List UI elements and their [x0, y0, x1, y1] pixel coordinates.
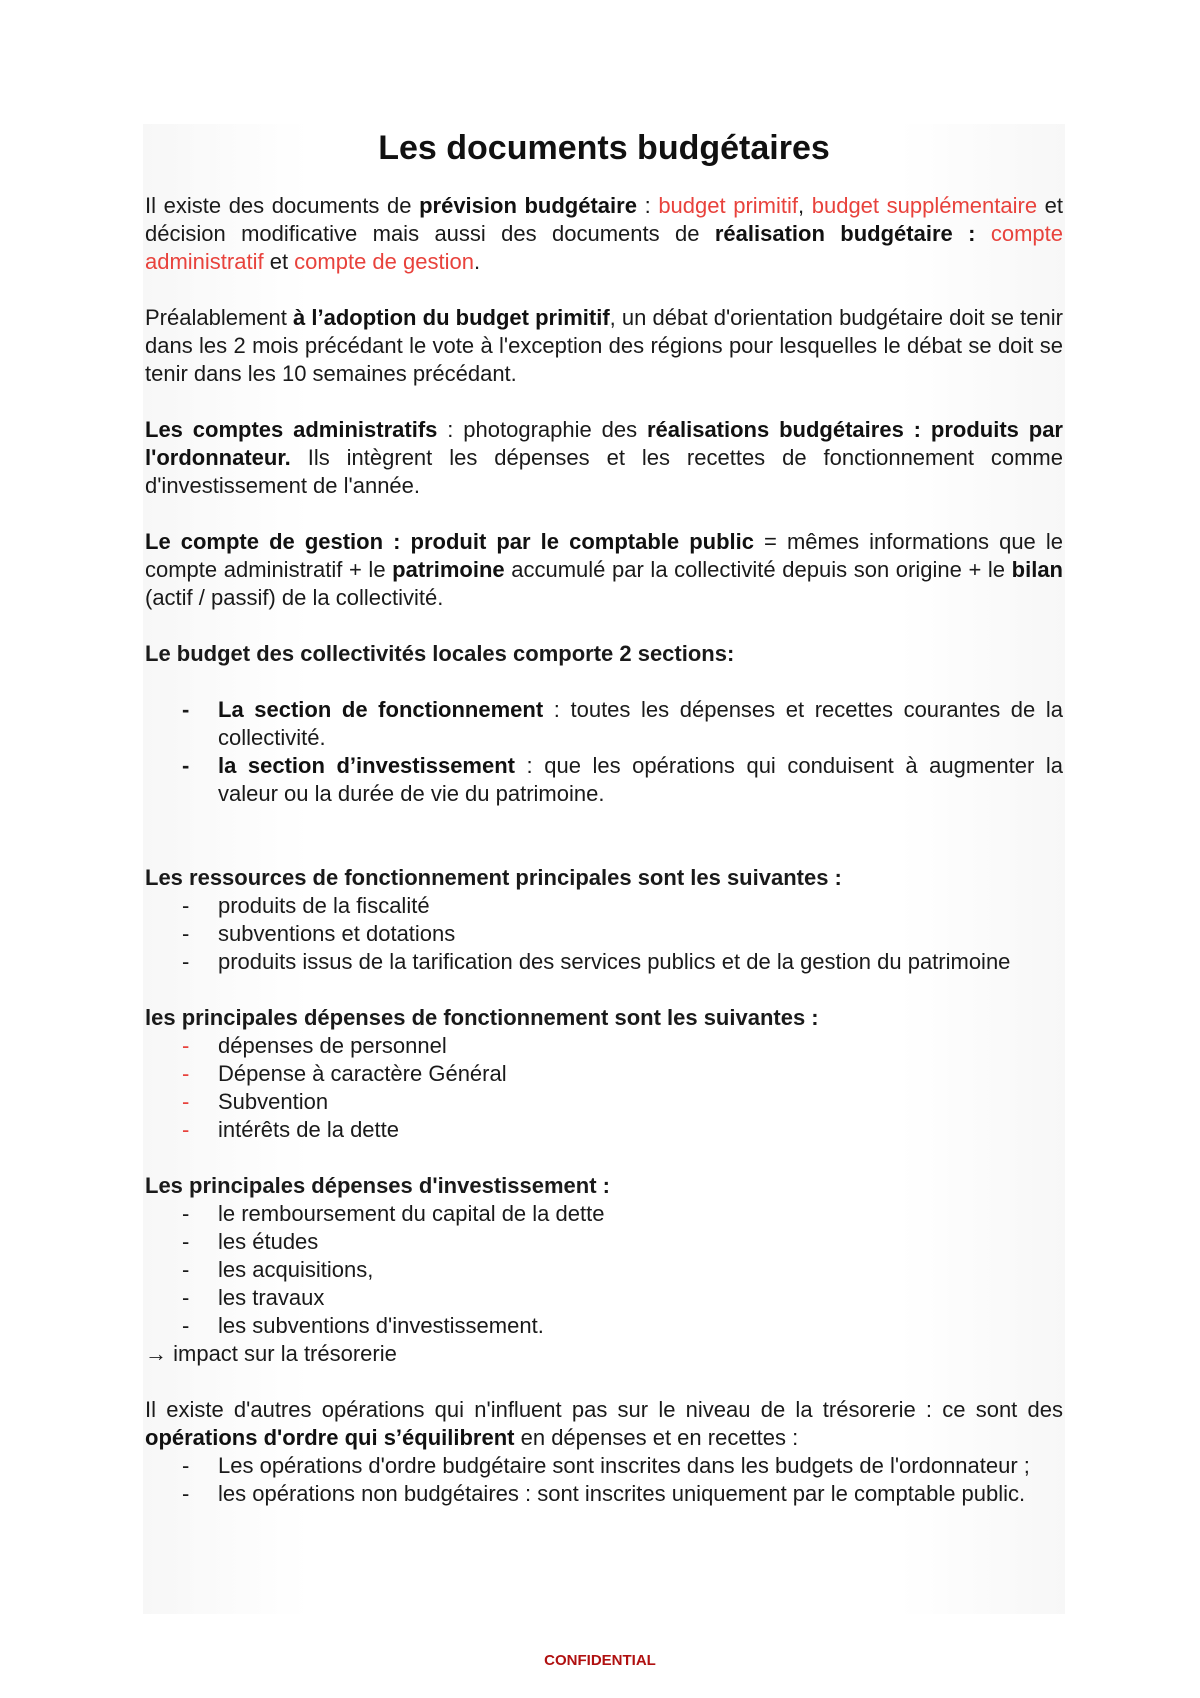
ressources-list — [145, 892, 1063, 976]
list-item — [145, 920, 1063, 948]
list-item — [145, 1060, 1063, 1088]
list-dash: - — [182, 1285, 190, 1310]
text: en dépenses et en recettes : — [514, 1425, 799, 1450]
operations-ordre-list — [145, 1452, 1063, 1508]
text: Il existe d'autres opérations qui n'influent pas sur le niveau de la trésorerie : ce sont des — [145, 1397, 1063, 1422]
depenses-investissement-list — [145, 1200, 1063, 1340]
list-item — [145, 1284, 1063, 1312]
text: , un débat d'orientation budgétaire doit se tenir dans les 2 mois précédant le vote à l'exception des régions pour lesquelles le débat se doit se tenir dans les 10 semaines précédant. — [145, 305, 1063, 386]
text: Dépense à caractère Général — [218, 1061, 507, 1086]
bold-text: patrimoine — [392, 557, 505, 582]
depenses-investissement-heading: Les principales dépenses d'investissement : — [145, 1173, 610, 1198]
text: : — [636, 193, 659, 218]
bold-text: Le compte de gestion : produit par le comptable public — [145, 529, 754, 554]
list-item — [145, 1116, 1063, 1144]
sections-heading: Le budget des collectivités locales comporte 2 sections: — [145, 641, 735, 666]
list-dash: - — [182, 893, 190, 918]
paragraph-prealablement — [145, 304, 1063, 388]
list-dash: - — [182, 697, 190, 722]
text: produits de la fiscalité — [218, 893, 430, 918]
text: intérêts de la dette — [218, 1117, 400, 1142]
bold-text: Les comptes administratifs — [145, 417, 438, 442]
text: les travaux — [218, 1285, 325, 1310]
list-dash: - — [182, 1117, 190, 1142]
list-item — [145, 1452, 1063, 1480]
list-dash: - — [182, 1313, 190, 1338]
highlight-text: compte administratif — [145, 221, 1063, 274]
bold-text: la section d’investissement — [218, 753, 515, 778]
list-dash: - — [182, 1201, 190, 1226]
text: dépenses de personnel — [218, 1033, 447, 1058]
text: Il existe des documents de — [145, 193, 420, 218]
text: subventions et dotations — [218, 921, 456, 946]
ressources-heading: Les ressources de fonctionnement principales sont les suivantes : — [145, 865, 842, 890]
list-dash: - — [182, 1229, 190, 1254]
text: : toutes les dépenses et recettes courantes de la collectivité. — [218, 697, 1063, 750]
highlight-text: budget primitif — [658, 193, 798, 218]
text: . — [473, 249, 481, 274]
bold-text: bilan — [1011, 557, 1063, 582]
list-item — [145, 1032, 1063, 1060]
list-dash: - — [182, 949, 190, 974]
list-item — [145, 696, 1063, 752]
depenses-fonctionnement-list — [145, 1032, 1063, 1144]
list-dash: - — [182, 1061, 190, 1086]
list-dash: - — [182, 1481, 190, 1506]
highlight-text: compte de gestion — [294, 249, 474, 274]
text — [975, 221, 990, 246]
text: Subvention — [218, 1089, 329, 1114]
text: le remboursement du capital de la dette — [218, 1201, 605, 1226]
paragraph-comptes-administratifs — [145, 416, 1063, 500]
list-dash: - — [182, 1453, 190, 1478]
bold-text: réalisation budgétaire : — [714, 221, 976, 246]
text: , — [798, 193, 812, 218]
document-body — [145, 126, 1063, 1508]
list-item — [145, 1256, 1063, 1284]
sections-list — [145, 696, 1063, 808]
list-item — [145, 892, 1063, 920]
text: impact sur la trésorerie — [173, 1341, 397, 1366]
depenses-fonctionnement-heading: les principales dépenses de fonctionnement sont les suivantes : — [145, 1005, 819, 1030]
text: les études — [218, 1229, 319, 1254]
text: et décision modificative mais aussi des documents de — [145, 193, 1064, 246]
list-item — [145, 1480, 1063, 1508]
paragraph-documents — [145, 192, 1063, 276]
text: Ils intègrent les dépenses et les recettes de fonctionnement comme d'investissement de l'année. — [145, 445, 1063, 498]
bold-text: prévision budgétaire — [419, 193, 637, 218]
arrow-right-icon: → — [145, 1341, 167, 1366]
confidential-footer: CONFIDENTIAL — [544, 1652, 656, 1669]
bold-text: opérations d'ordre qui s’équilibrent — [145, 1425, 515, 1450]
list-item — [145, 1088, 1063, 1116]
list-item — [145, 752, 1063, 808]
bold-text: réalisations budgétaires : produits par l'ordonnateur. — [145, 417, 1063, 470]
text: accumulé par la collectivité depuis son origine + le — [504, 557, 1012, 582]
text: les subventions d'investissement. — [218, 1313, 544, 1338]
list-dash: - — [182, 1089, 190, 1114]
bold-text: à l’adoption du budget primitif — [293, 305, 610, 330]
list-dash: - — [182, 753, 190, 778]
impact-line — [145, 1340, 1063, 1368]
text: : que les opérations qui conduisent à augmenter la valeur ou la durée de vie du patrimoine. — [218, 753, 1063, 806]
list-dash: - — [182, 1257, 190, 1282]
document-title: Les documents budgétaires — [378, 129, 830, 167]
paragraph-compte-gestion — [145, 528, 1063, 612]
text: (actif / passif) de la collectivité. — [145, 585, 444, 610]
text: produits issus de la tarification des services publics et de la gestion du patrimoine — [218, 949, 1011, 974]
bold-text: La section de fonctionnement — [218, 697, 544, 722]
list-item — [145, 1228, 1063, 1256]
list-item — [145, 1200, 1063, 1228]
list-item — [145, 948, 1063, 976]
highlight-text: budget supplémentaire — [811, 193, 1038, 218]
list-dash: - — [182, 921, 190, 946]
text: : photographie des — [437, 417, 647, 442]
text: les opérations non budgétaires : sont inscrites uniquement par le comptable public. — [218, 1481, 1026, 1506]
text: Préalablement — [145, 305, 294, 330]
list-item — [145, 1312, 1063, 1340]
paragraph-operations-ordre — [145, 1396, 1063, 1452]
text: et — [263, 249, 295, 274]
text: les acquisitions, — [218, 1257, 374, 1282]
text: Les opérations d'ordre budgétaire sont inscrites dans les budgets de l'ordonnateur ; — [218, 1453, 1030, 1478]
text: = mêmes informations que le compte administratif + le — [145, 529, 1063, 582]
list-dash: - — [182, 1033, 190, 1058]
